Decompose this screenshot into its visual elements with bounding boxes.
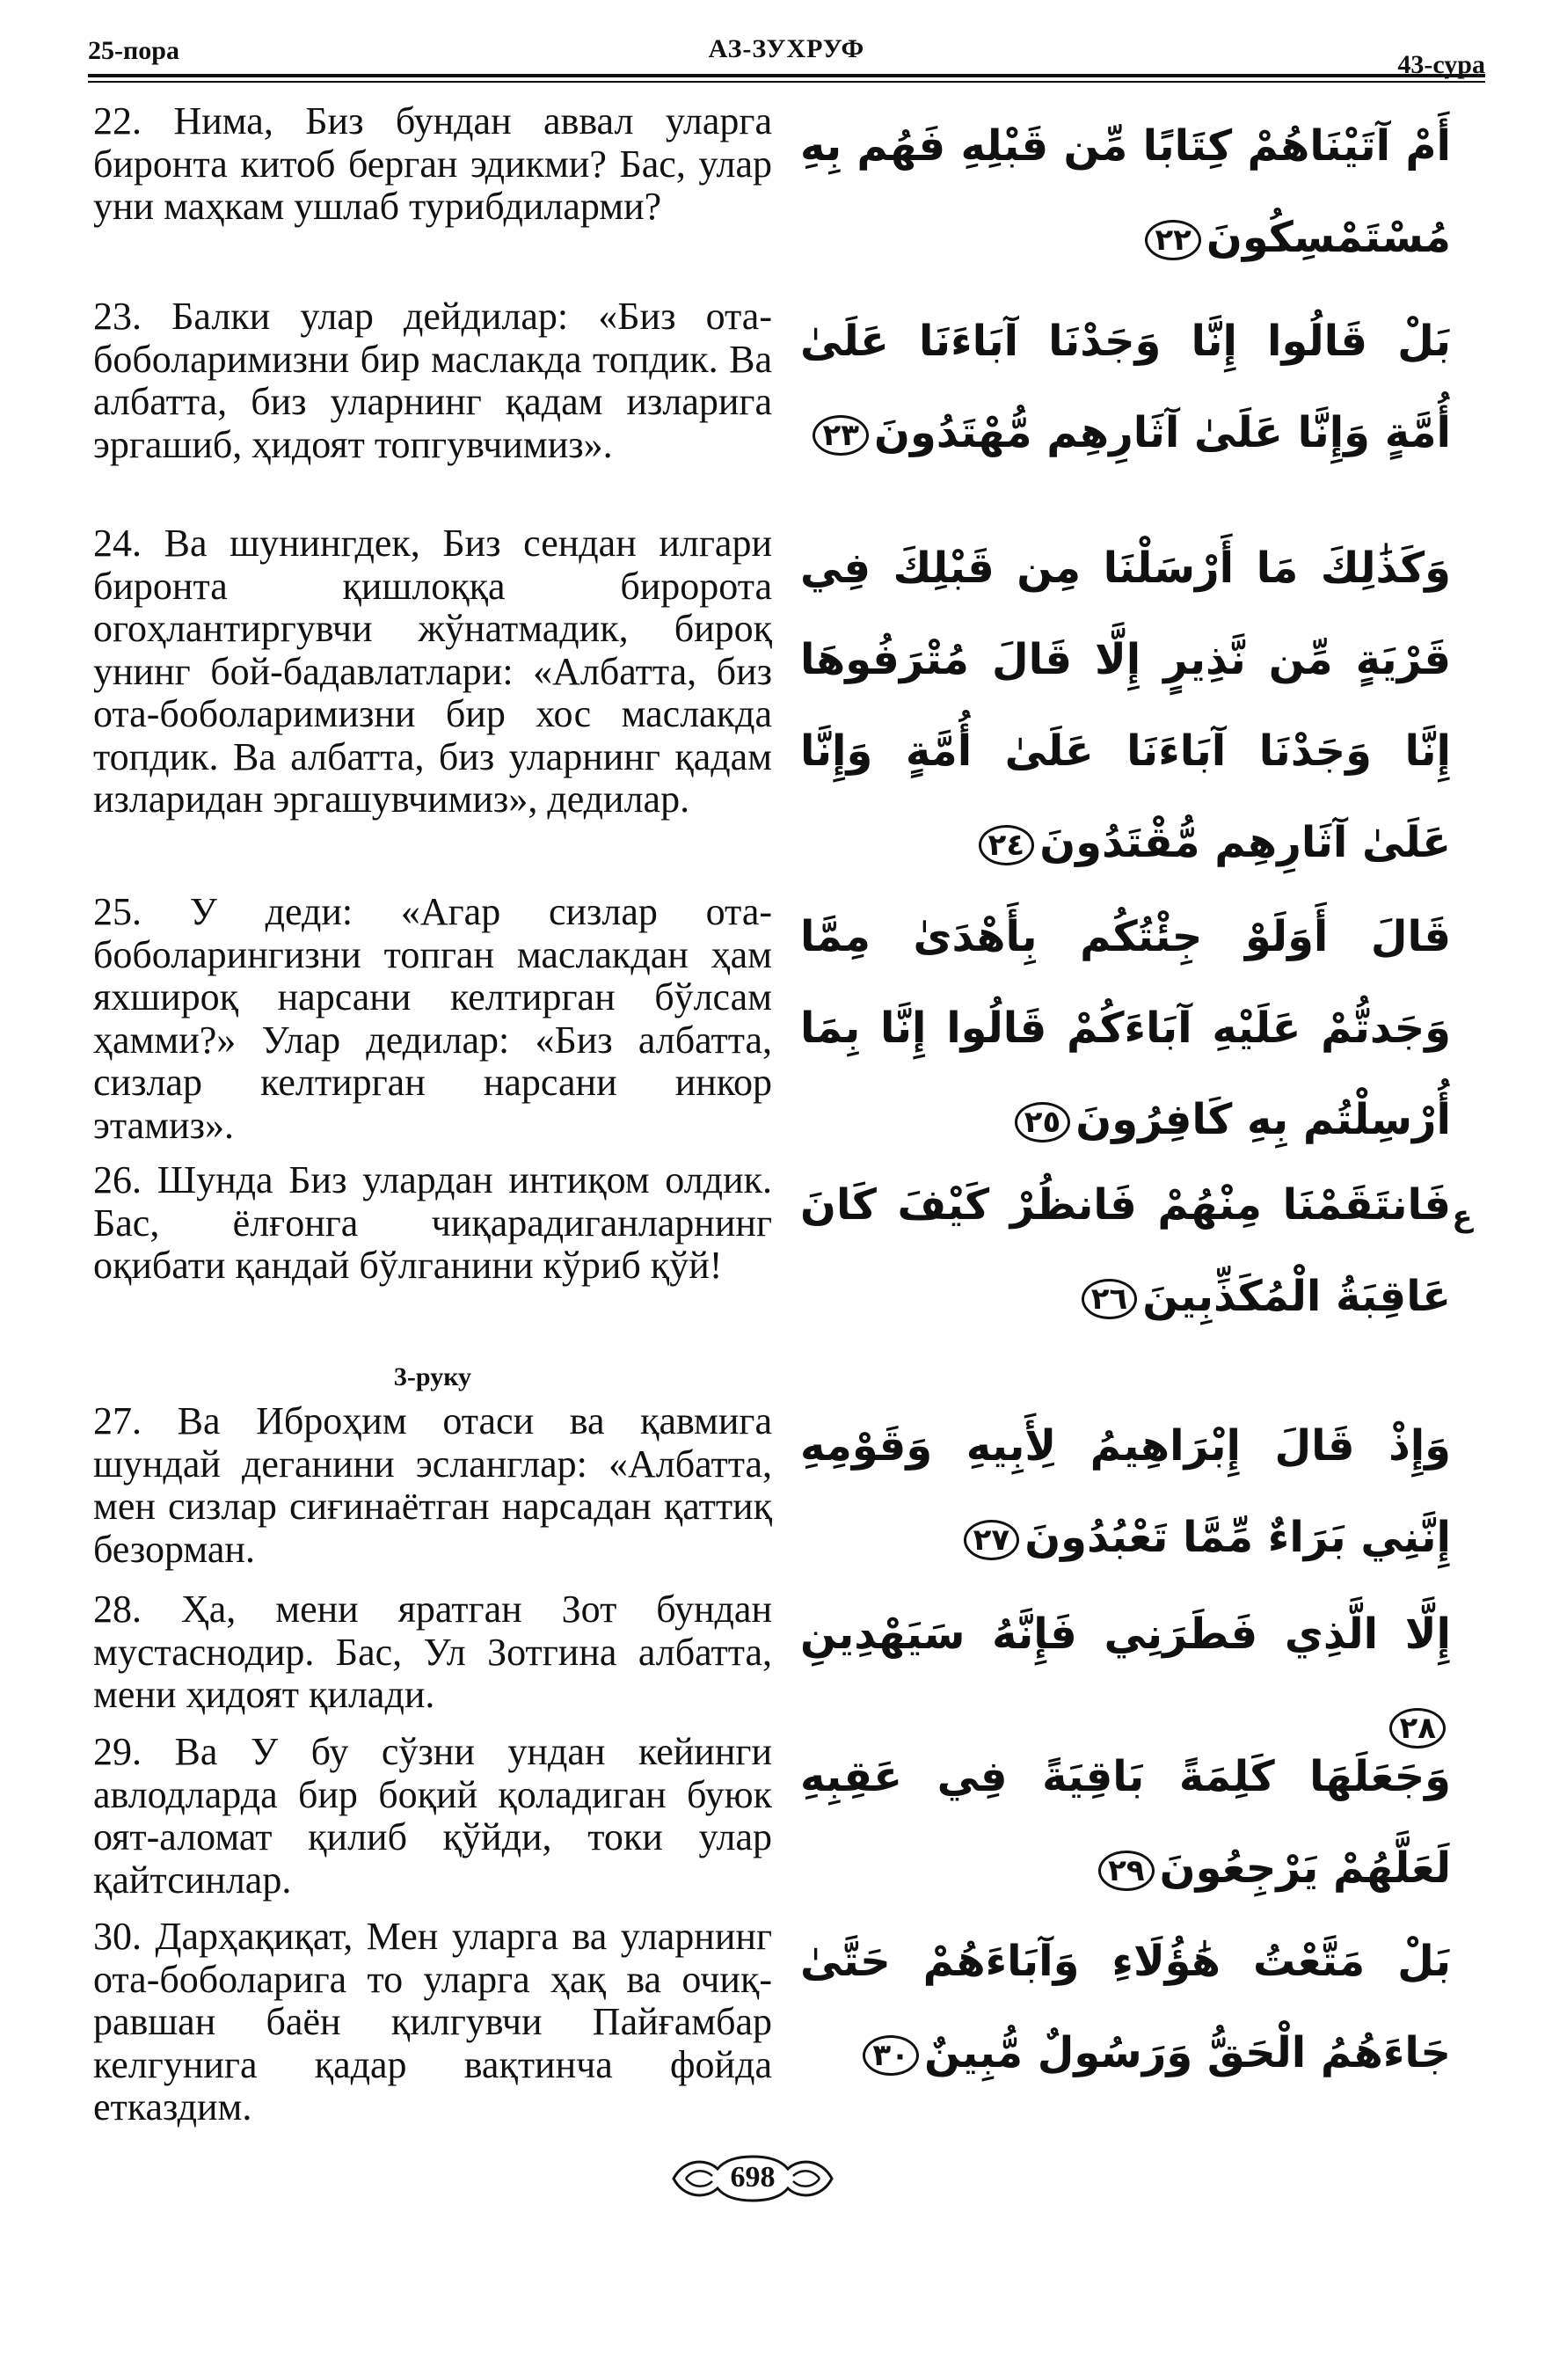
verse-translation: 24. Ва шунингдек, Биз сендан илгари биронта қишлоққа биророта огоҳлантиргувчи жўнатмадик, бироқ унинг бой-бадавлатлари: «Албатта, биз ота-боболаримизни бир хос маслакда топдик. Ва албатта, биз уларнинг қадам изларидан эргашувчимиз», дедилар. — [93, 522, 772, 821]
arabic-text: إِلَّا الَّذِي فَطَرَنِي فَإِنَّهُ سَيَهْدِينِ — [800, 1610, 1451, 1659]
ayah-number-mark: ٣٠ — [863, 2035, 919, 2076]
ruku-end-mark: ع — [1452, 1199, 1473, 1234]
verse-arabic — [800, 1916, 1451, 2099]
surah-title: АЗ-ЗУХРУФ — [708, 34, 865, 63]
page-number: 698 — [730, 2161, 776, 2194]
verse-arabic — [800, 1159, 1451, 1342]
verse-arabic — [800, 100, 1451, 283]
arabic-text: قَالَ أَوَلَوْ جِئْتُكُم بِأَهْدَىٰ مِمَّا وَجَدتُّمْ عَلَيْهِ آبَاءَكُمْ قَالُوا إِنَّا بِمَا أُرْسِلْتُم بِهِ كَافِرُونَ — [800, 912, 1451, 1144]
arabic-text: وَجَعَلَهَا كَلِمَةً بَاقِيَةً فِي عَقِبِهِ لَعَلَّهُمْ يَرْجِعُونَ — [800, 1752, 1451, 1893]
ayah-number-mark: ٢٤ — [979, 825, 1035, 865]
arabic-text: بَلْ مَتَّعْتُ هَٰؤُلَاءِ وَآبَاءَهُمْ حَتَّىٰ جَاءَهُمُ الْحَقُّ وَرَسُولٌ مُّبِينٌ — [800, 1937, 1451, 2077]
ayah-number-mark: ٢٣ — [813, 415, 869, 456]
header-rule-thin — [88, 81, 1485, 83]
arabic-text: بَلْ قَالُوا إِنَّا وَجَدْنَا آبَاءَنَا عَلَىٰ أُمَّةٍ وَإِنَّا عَلَىٰ آثَارِهِم مُّهْتَدُونَ — [800, 317, 1451, 457]
verse-arabic — [800, 296, 1451, 478]
page-number-ornament — [667, 2153, 839, 2204]
verse-arabic — [800, 1400, 1451, 1583]
arabic-text: فَانتَقَمْنَا مِنْهُمْ فَانظُرْ كَيْفَ كَانَ عَاقِبَةُ الْمُكَذِّبِينَ — [800, 1180, 1451, 1321]
arabic-text: أَمْ آتَيْنَاهُمْ كِتَابًا مِّن قَبْلِهِ فَهُم بِهِ مُسْتَمْسِكُونَ — [800, 121, 1451, 262]
verse-arabic — [800, 891, 1451, 1165]
page-header — [88, 33, 1485, 79]
ayah-number-mark: ٢٥ — [1015, 1102, 1071, 1143]
verse-translation: 30. Дарҳақиқат, Мен уларга ва уларнинг ота-боболарига то уларга ҳақ ва очиқ-равшан баён қилгувчи Пайғамбар келгунига қадар вақтинча фойда етказдим. — [93, 1915, 772, 2128]
arabic-text: وَكَذَٰلِكَ مَا أَرْسَلْنَا مِن قَبْلِكَ فِي قَرْيَةٍ مِّن نَّذِيرٍ إِلَّا قَالَ مُتْرَفُوهَا إِنَّا وَجَدْنَا آبَاءَنَا عَلَىٰ أُمَّةٍ وَإِنَّا عَلَىٰ آثَارِهِم مُّقْتَدُونَ — [800, 544, 1451, 867]
header-rule-thick — [88, 74, 1485, 77]
verse-translation: 27. Ва Иброҳим отаси ва қавмига шундай деганини эсланглар: «Албатта, мен сизлар сиғинаётган нарсадан қаттиқ безорман. — [93, 1399, 772, 1571]
ayah-number-mark: ٢٦ — [1082, 1279, 1138, 1319]
verse-translation: 26. Шунда Биз улардан интиқом олдик. Бас, ёлғонга чиқарадиганларнинг оқибати қандай бўлганини кўриб қўй! — [93, 1158, 772, 1287]
ayah-number-mark: ٢٧ — [964, 1520, 1020, 1560]
verse-translation: 25. У деди: «Агар сизлар ота-боболарингизни топган маслакдан ҳам яхшироқ нарсани келтирган бўлсам ҳамми?» Улар дедилар: «Биз албатта, сизлар келтирган нарсани инкор этамиз». — [93, 890, 772, 1147]
verse-translation: 23. Балки улар дейдилар: «Биз ота-боболаримизни бир маслакда топдик. Ва албатта, биз уларнинг қадам изларига эргашиб, ҳидоят топгувчимиз». — [93, 295, 772, 466]
verse-arabic — [800, 1731, 1451, 1914]
verse-translation: 29. Ва У бу сўзни ундан кейинги авлодларда бир боқий қоладиган буюк оят-аломат қилиб қўйди, токи улар қайтсинлар. — [93, 1730, 772, 1902]
surah-number: 43-сура — [1397, 50, 1485, 79]
ayah-number-mark: ٢٨ — [1389, 1708, 1446, 1748]
ayah-number-mark: ٢٢ — [1145, 220, 1201, 260]
juz-label: 25-пора — [88, 36, 179, 65]
ruku-heading: 3-руку — [393, 1362, 472, 1391]
ayah-number-mark: ٢٩ — [1098, 1851, 1155, 1891]
arabic-text: وَإِذْ قَالَ إِبْرَاهِيمُ لِأَبِيهِ وَقَوْمِهِ إِنَّنِي بَرَاءٌ مِّمَّا تَعْبُدُونَ — [800, 1421, 1451, 1562]
verse-arabic — [800, 522, 1451, 888]
verse-translation: 22. Нима, Биз бундан аввал уларга биронта китоб берган эдикми? Бас, улар уни маҳкам ушлаб турибдиларми? — [93, 99, 772, 228]
verse-translation: 28. Ҳа, мени яратган Зот бундан мустаснодир. Бас, Ул Зотгина албатта, мени ҳидоят қилади. — [93, 1588, 772, 1716]
